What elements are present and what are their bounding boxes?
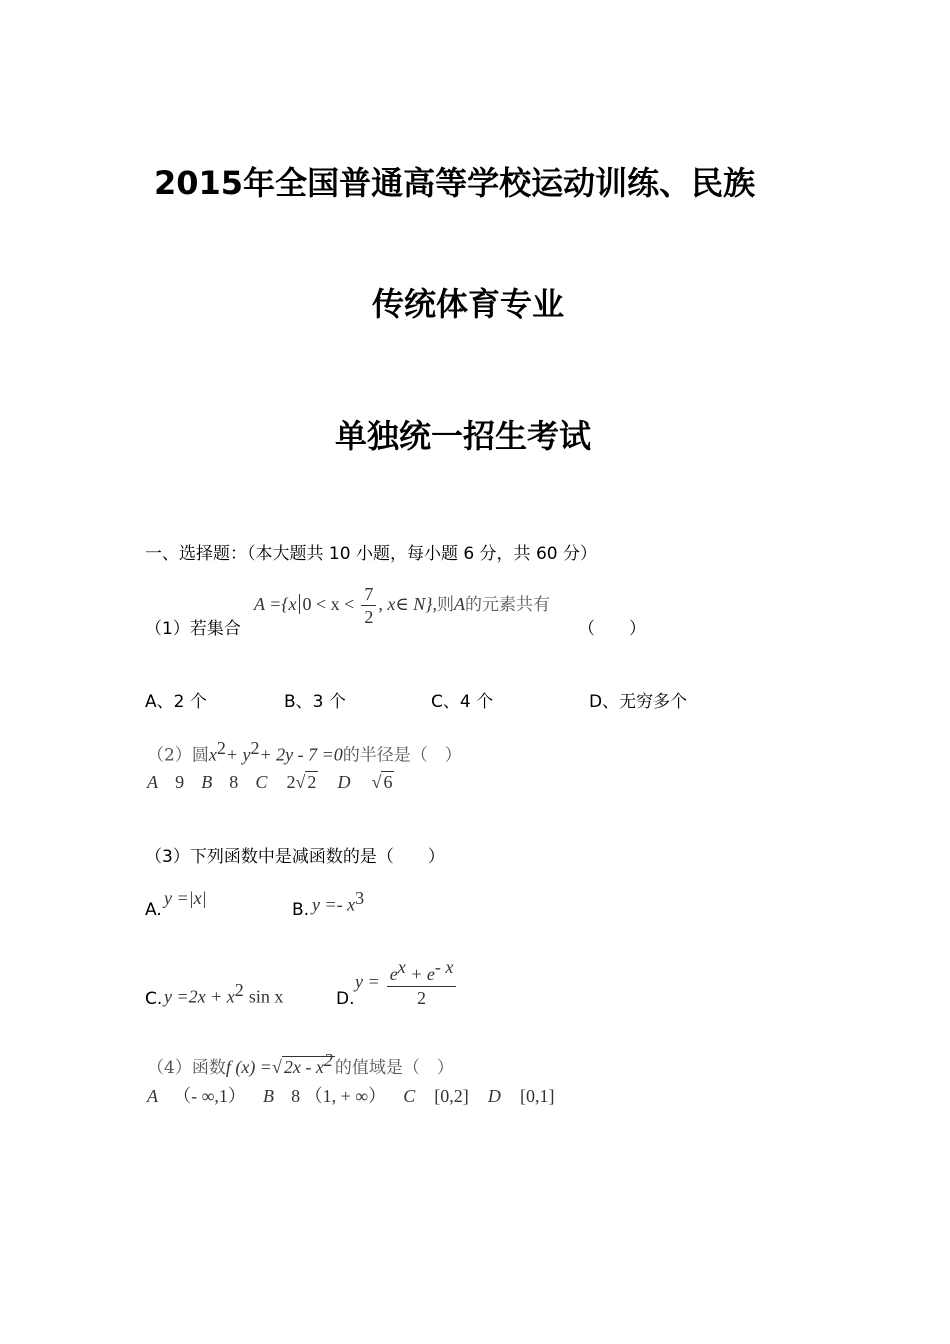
- q3-c-exp: 2: [234, 980, 244, 1000]
- q1-option-d: D、无穷多个: [589, 692, 688, 712]
- q1-set-rhs: , x∈ N},: [378, 594, 437, 614]
- section-heading: 一、选择题：（本大题共 10 小题，每小题 6 分，共 60 分）: [145, 544, 598, 564]
- q2-opt-a-letter: A: [147, 772, 158, 792]
- q3-b-prefix: B.: [292, 900, 310, 920]
- q3-b-exp: 3: [355, 888, 365, 908]
- q1-option-c: C、4 个: [431, 692, 494, 712]
- q4-tail: 的值域是（ ）: [334, 1058, 454, 1078]
- q1-fraction: [361, 583, 376, 628]
- q4-opt-a-val: （- ∞,1）: [173, 1086, 246, 1106]
- q2-tail: 的半径是（ ）: [342, 745, 462, 766]
- q1-tail-cn: 则: [436, 595, 454, 615]
- q1-tail-cn2: 的元素共有: [464, 595, 550, 615]
- q2-opt-b-letter: B: [201, 772, 213, 792]
- q1-set-expression: [254, 583, 550, 628]
- q4-fx: f (x) =: [225, 1057, 272, 1077]
- q2-label: （2）圆: [147, 745, 209, 766]
- q1-bracket: （ ）: [578, 619, 646, 639]
- q4-root-exp: 2: [323, 1050, 333, 1070]
- q1-tail-var: A: [453, 594, 465, 614]
- q2-exp-y: 2: [250, 738, 260, 758]
- q1-set-mid: 0 < x <: [299, 594, 355, 614]
- q2-opt-c-letter: C: [255, 772, 268, 792]
- q4-opt-b-letter: B: [263, 1086, 275, 1106]
- q2-options: A 9 B 8 C 2√ 2 D √ 6: [147, 772, 393, 792]
- q3-c-expr-wrap: [164, 980, 283, 1007]
- q4-options: [147, 1082, 554, 1108]
- q3-a-prefix: A.: [145, 900, 162, 920]
- q3-a-expr: y =|x|: [164, 888, 207, 908]
- q2-stem: [147, 738, 462, 765]
- q3-d-fraction: [387, 955, 457, 1009]
- q3-d-den: 2: [417, 988, 427, 1008]
- q2-eq-x: x: [208, 744, 217, 765]
- q1-option-a: A、2 个: [145, 692, 207, 712]
- q3-d-lhs: y =: [355, 971, 380, 992]
- q3-d-num-mid: + e: [405, 964, 435, 984]
- q2-exp-x: 2: [216, 738, 226, 758]
- q1-option-b: B、3 个: [284, 692, 346, 712]
- q3-b-expr: y =- x: [312, 894, 356, 915]
- q3-label: （3）下列函数中是减函数的是（ ）: [145, 847, 445, 867]
- q3-b-expr-wrap: [312, 888, 364, 915]
- q4-label: （4）函数: [147, 1058, 226, 1078]
- q3-d-num-exp1: x: [397, 957, 406, 977]
- q3-d-num: e: [389, 964, 398, 984]
- q4-opt-a-letter: A: [147, 1086, 158, 1106]
- q1-label: （1）若集合: [145, 619, 241, 639]
- q4-opt-c-letter: C: [403, 1086, 416, 1106]
- q3-c-expr1: y =2x + x: [164, 986, 235, 1007]
- q2-opt-c-coef: 2: [286, 772, 296, 792]
- q3-c-expr2: sin x: [248, 986, 284, 1007]
- q2-eq-y: + y: [225, 744, 251, 765]
- q1-frac-num: 7: [361, 583, 376, 606]
- q4-opt-b-val: 8 （1, + ∞）: [291, 1086, 387, 1106]
- title-line-1: 2015年全国普通高等学校运动训练、民族: [154, 164, 756, 202]
- q2-opt-b-val: 8: [229, 772, 239, 792]
- q4-root-expr-wrap: [282, 1050, 335, 1077]
- q4-opt-d-val: [0,1]: [519, 1086, 555, 1106]
- q4-opt-d-letter: D: [487, 1086, 501, 1106]
- q4-root-expr: 2x - x: [283, 1057, 324, 1077]
- q3-d-expr-wrap: [355, 955, 458, 1009]
- q3-d-num-exp2: - x: [434, 957, 454, 977]
- q2-opt-d-letter: D: [337, 772, 351, 792]
- q1-set-lhs: A ={x: [254, 594, 297, 614]
- title-line-2: 传统体育专业: [372, 285, 565, 323]
- q3-c-prefix: C.: [145, 989, 163, 1009]
- q3-d-prefix: D.: [336, 989, 355, 1009]
- q2-opt-c-root: 2: [307, 772, 317, 792]
- q2-opt-a-val: 9: [175, 772, 185, 792]
- q4-opt-c-val: [0,2]: [434, 1086, 469, 1106]
- q4-stem: （4）函数f (x) =√ $2x - x^2$ 的值域是（ ）: [147, 1050, 454, 1078]
- title-line-3: 单独统一招生考试: [335, 417, 592, 455]
- q2-opt-d-root: 6: [383, 772, 393, 792]
- q2-eq-rest: + 2y - 7 =0: [259, 744, 343, 765]
- q1-frac-den: 2: [364, 607, 374, 627]
